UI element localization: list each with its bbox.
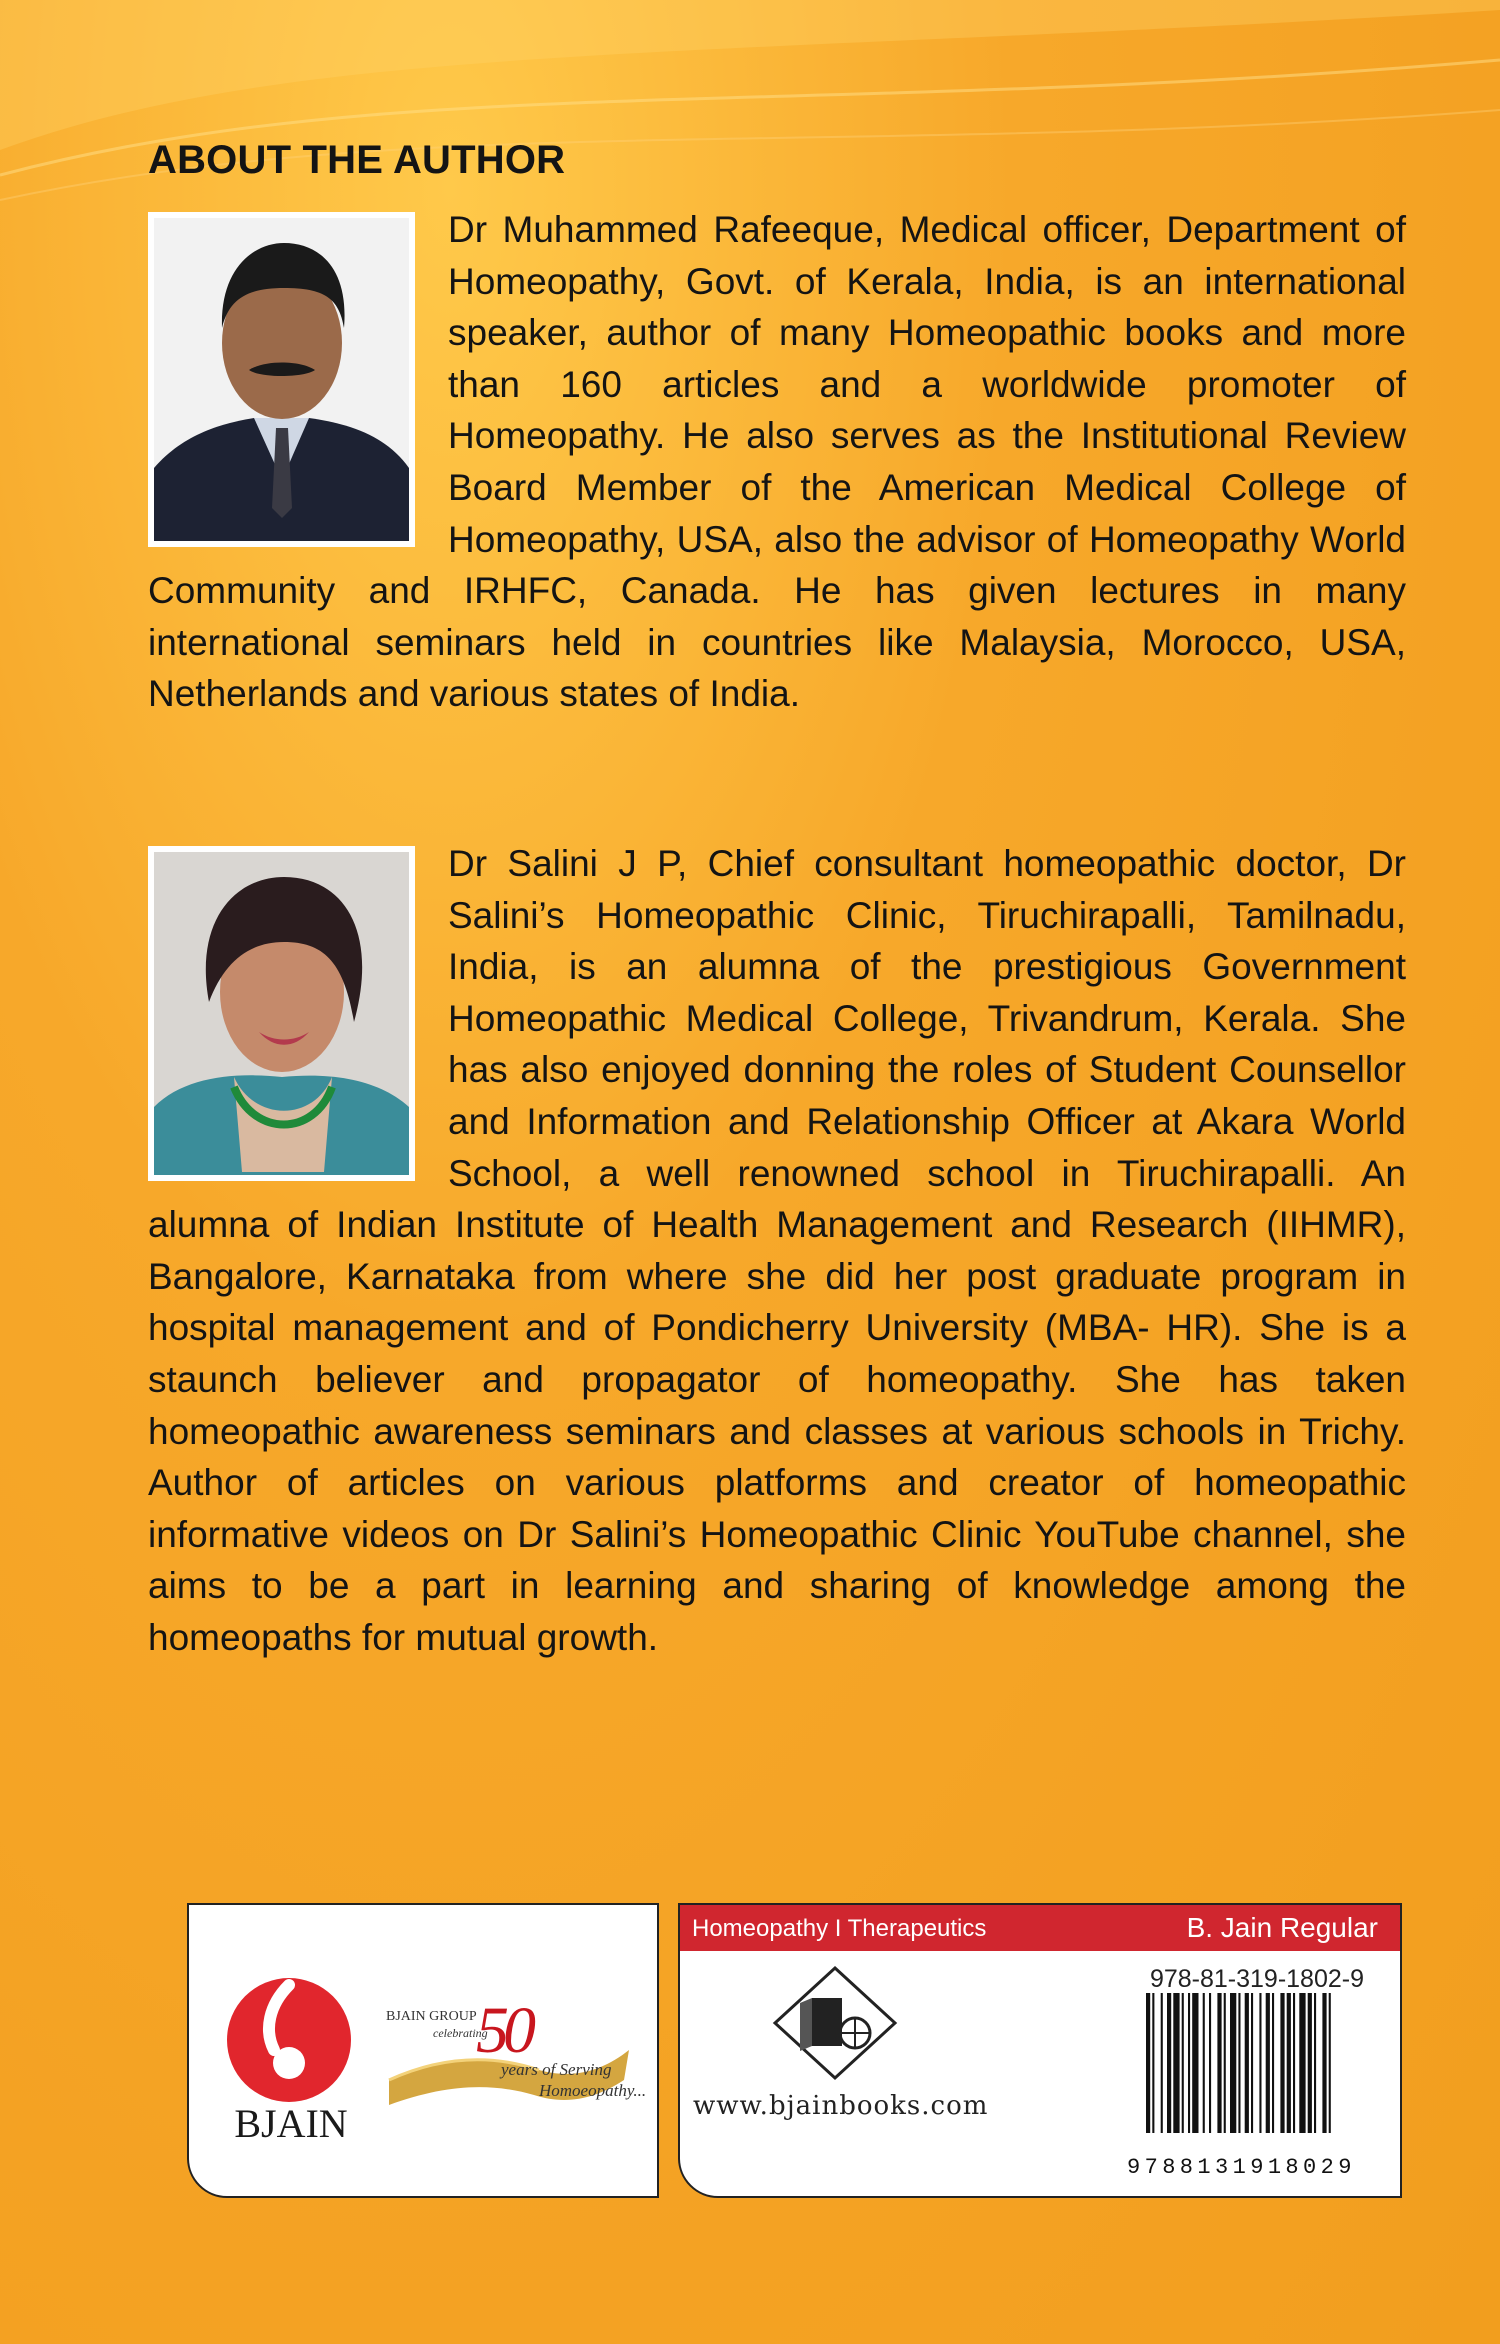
barcode-bar <box>1173 1993 1179 2133</box>
barcode-bar <box>1182 1993 1184 2133</box>
tagline-line2: Homoeopathy... <box>539 2081 647 2100</box>
barcode-bar <box>1308 1993 1312 2133</box>
barcode-bar <box>1299 1993 1305 2133</box>
page-heading: ABOUT THE AUTHOR <box>148 138 566 182</box>
barcode-digits: 9788131918029 <box>1127 2155 1356 2180</box>
barcode-bar <box>1224 1993 1226 2133</box>
bjain-wordmark: BJAIN <box>234 2101 348 2146</box>
barcode-bar <box>1259 1993 1261 2133</box>
barcode-bar <box>1152 1993 1154 2133</box>
website-url: www.bjainbooks.com <box>693 2091 989 2121</box>
book-info-panel <box>678 1903 1402 2198</box>
barcode-bar <box>1251 1993 1253 2133</box>
barcode-bar <box>1322 1993 1326 2133</box>
barcode-bar <box>1203 1993 1205 2133</box>
barcode-bar <box>1230 1993 1236 2133</box>
barcode-bar <box>1329 1993 1331 2133</box>
group-name: BJAIN GROUP <box>386 2009 477 2024</box>
author1-bio-text: Dr Muhammed Rafeeque, Medical officer, Department of Homeopathy, Govt. of Kerala, India, is an international speaker, author of many Homeopathic books and more than 160 articles and a worldwide promoter of Homeopathy. He also serves as the Institutional Review Board Member of the American Medical College of Homeopathy, USA, also the advisor of Homeopathy World Community and IRHFC, Canada. He has given lectures in many international seminars held in countries like Malaysia, Morocco, USA, Netherlands and various states of India. <box>148 209 1406 715</box>
author2-bio-text: Dr Salini J P, Chief consultant homeopathic doctor, Dr Salini’s Homeopathic Clinic, Tiruchirapalli, Tamilnadu, India, is an alumna of the prestigious Government Homeopathic Medical College, Trivandrum, Kerala. She has also enjoyed donning the roles of Student Counsellor and Information and Relationship Officer at Akara World School, a well renowned school in Tiruchirapalli. An alumna of Indian Institute of Health Management and Research (IIHMR), Bangalore, Karnataka from where she did her post graduate program in hospital management and of Pondicherry University (MBA- HR). She is a staunch believer and propagator of homeopathy. She has taken homeopathic awareness seminars and classes at various schools in Trichy. Author of articles on various platforms and creator of homeopathic informative videos on Dr Salini’s Homeopathic Clinic YouTube channel, she aims to be a part in learning and sharing of knowledge among the homeopaths for mutual growth. <box>148 843 1406 1658</box>
barcode-bar <box>1238 1993 1240 2133</box>
barcode-bar <box>1245 1993 1249 2133</box>
barcode-bar <box>1314 1993 1316 2133</box>
celebrating-label: celebrating <box>433 2026 488 2040</box>
barcode-bar <box>1167 1993 1171 2133</box>
barcode-bar <box>1209 1993 1211 2133</box>
barcode-bar <box>1293 1993 1295 2133</box>
barcode-bar <box>1287 1993 1291 2133</box>
barcode-bar <box>1272 1993 1274 2133</box>
barcode-bar <box>1266 1993 1270 2133</box>
category-banner <box>680 1905 1400 1951</box>
author2-bio <box>148 838 1406 1664</box>
isbn-number: 978-81-319-1802-9 <box>1149 1965 1364 1993</box>
barcode-bar <box>1188 1993 1190 2133</box>
publisher-panel <box>187 1903 659 2198</box>
barcode <box>1146 1993 1386 2133</box>
anniversary-number: 50 <box>476 1994 530 2067</box>
barcode-bar <box>1146 1993 1150 2133</box>
book-globe-icon <box>770 1963 900 2083</box>
category-label: Homeopathy I Therapeutics <box>692 1915 987 1942</box>
series-label: B. Jain Regular <box>1186 1912 1378 1943</box>
author1-bio <box>148 204 1406 720</box>
barcode-bar <box>1217 1993 1221 2133</box>
tagline-line1: years of Serving <box>501 2060 612 2079</box>
barcode-bar <box>1161 1993 1163 2133</box>
barcode-bar <box>1280 1993 1284 2133</box>
barcode-bar <box>1192 1993 1198 2133</box>
